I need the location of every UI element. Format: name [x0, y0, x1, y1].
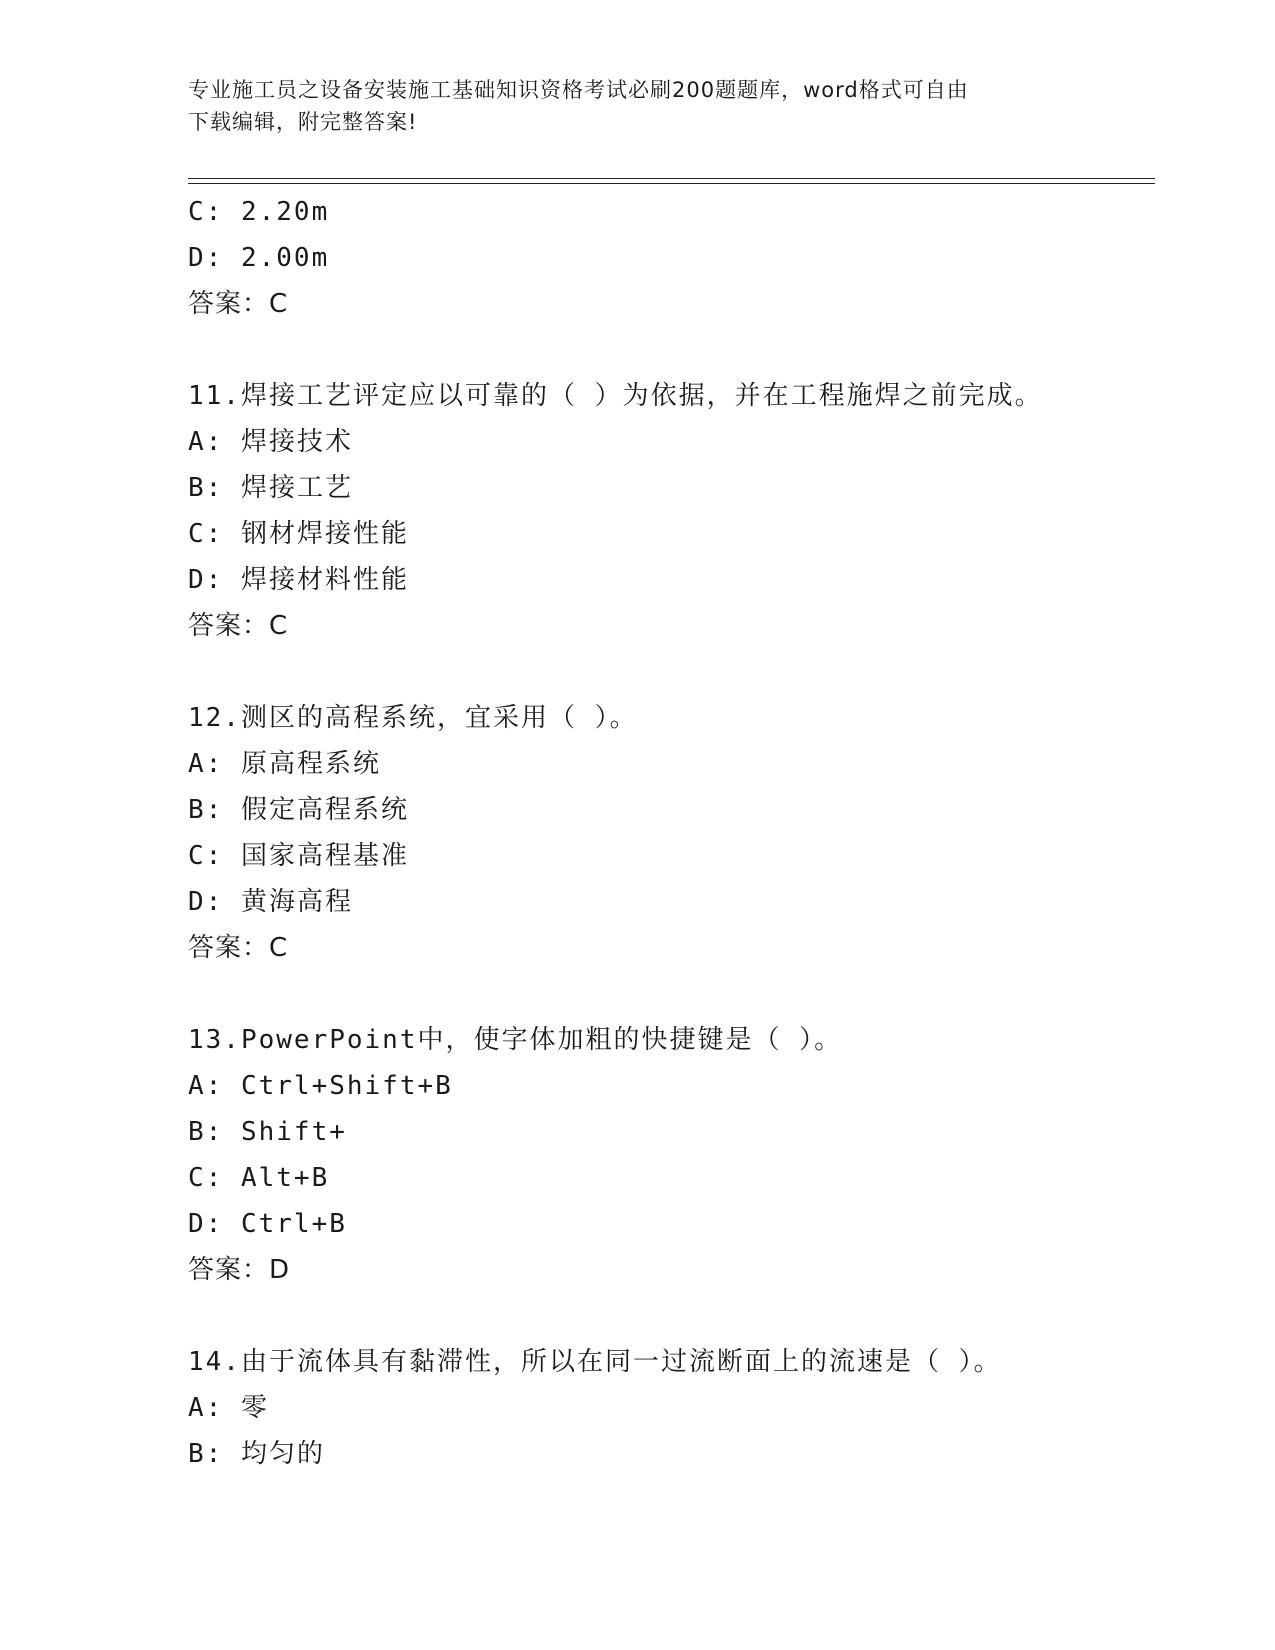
option-line: A: 焊接技术 — [188, 427, 353, 457]
option-line: B: 焊接工艺 — [188, 473, 353, 503]
option-line: A: 原高程系统 — [188, 749, 381, 779]
question-line: 13.PowerPoint中，使字体加粗的快捷键是（ ）。 — [188, 1025, 843, 1055]
spacer — [188, 971, 1148, 1017]
answer-line: 答案：C — [188, 289, 289, 319]
option-line: D: Ctrl+B — [188, 1209, 347, 1239]
option-line: B: 均匀的 — [188, 1439, 325, 1469]
header-title-line-2: 下载编辑，附完整答案! — [188, 110, 418, 134]
question-line: 14.由于流体具有黏滞性，所以在同一过流断面上的流速是（ ）。 — [188, 1347, 1002, 1377]
question-line: 11.焊接工艺评定应以可靠的（ ）为依据，并在工程施焊之前完成。 — [188, 381, 1043, 411]
option-line: C: 2.20m — [188, 197, 330, 227]
question-list — [188, 189, 1148, 1477]
spacer — [188, 327, 1148, 373]
answer-line: 答案：C — [188, 611, 289, 641]
option-line: A: 零 — [188, 1393, 269, 1423]
option-line: D: 焊接材料性能 — [188, 565, 409, 595]
option-line: B: Shift+ — [188, 1117, 347, 1147]
header-divider-bottom — [188, 183, 1155, 184]
header-title-line-1: 专业施工员之设备安装施工基础知识资格考试必刷200题题库，word格式可自由 — [188, 78, 969, 102]
spacer — [188, 1293, 1148, 1339]
answer-line: 答案：D — [188, 1255, 291, 1285]
document-header — [188, 74, 1088, 138]
header-divider-top — [188, 178, 1155, 179]
option-line: C: 钢材焊接性能 — [188, 519, 409, 549]
option-line: D: 黄海高程 — [188, 887, 353, 917]
option-line: C: Alt+B — [188, 1163, 330, 1193]
spacer — [188, 649, 1148, 695]
option-line: B: 假定高程系统 — [188, 795, 409, 825]
option-line: D: 2.00m — [188, 243, 330, 273]
option-line: A: Ctrl+Shift+B — [188, 1071, 453, 1101]
question-line: 12.测区的高程系统，宜采用（ ）。 — [188, 703, 638, 733]
option-line: C: 国家高程基准 — [188, 841, 409, 871]
answer-line: 答案：C — [188, 933, 289, 963]
